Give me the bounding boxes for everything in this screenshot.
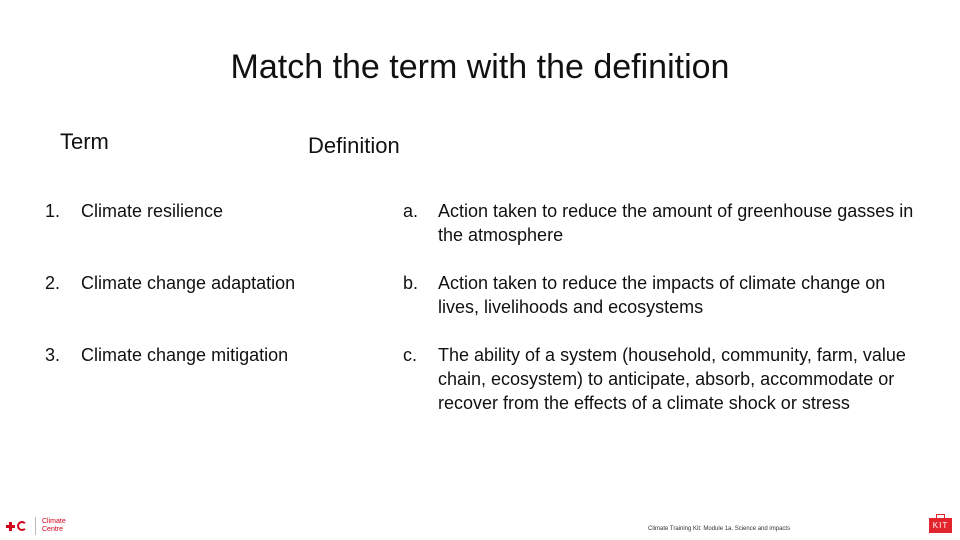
definition-text: The ability of a system (household, community, farm, value chain, ecosystem) to anticipate, absorb, accommodate or recover from the effects of a climate shock or stress (438, 345, 906, 413)
term-number: 3. (45, 345, 61, 365)
footer-text: Climate Training Kit: Module 1a. Science and impacts (648, 526, 791, 532)
red-crescent-icon (17, 521, 27, 531)
term-number: 1. (45, 201, 61, 221)
slide-title: Match the term with the definition (230, 48, 730, 86)
term-column-header: Term (60, 129, 109, 154)
logo-line-2: Centre (42, 526, 64, 533)
logo-divider (35, 517, 36, 535)
term-text: Climate resilience (81, 201, 224, 221)
kit-badge-icon: KIT (929, 518, 952, 533)
definition-letter: a. (403, 201, 419, 221)
red-cross-icon (6, 522, 15, 531)
definition-text: Action taken to reduce the impacts of climate change on lives, livelihoods and ecosystems (438, 273, 886, 317)
definition-letter: b. (403, 273, 419, 293)
definition-text: Action taken to reduce the amount of greenhouse gasses in the atmosphere (438, 201, 914, 245)
climate-centre-logo (6, 517, 66, 535)
definition-column-header: Definition (308, 133, 400, 158)
logo-line-1: Climate (42, 518, 66, 525)
term-number: 2. (45, 273, 61, 293)
term-text: Climate change adaptation (81, 273, 296, 293)
term-text: Climate change mitigation (81, 345, 289, 365)
logo-text (42, 518, 66, 534)
definition-letter: c. (403, 345, 418, 365)
